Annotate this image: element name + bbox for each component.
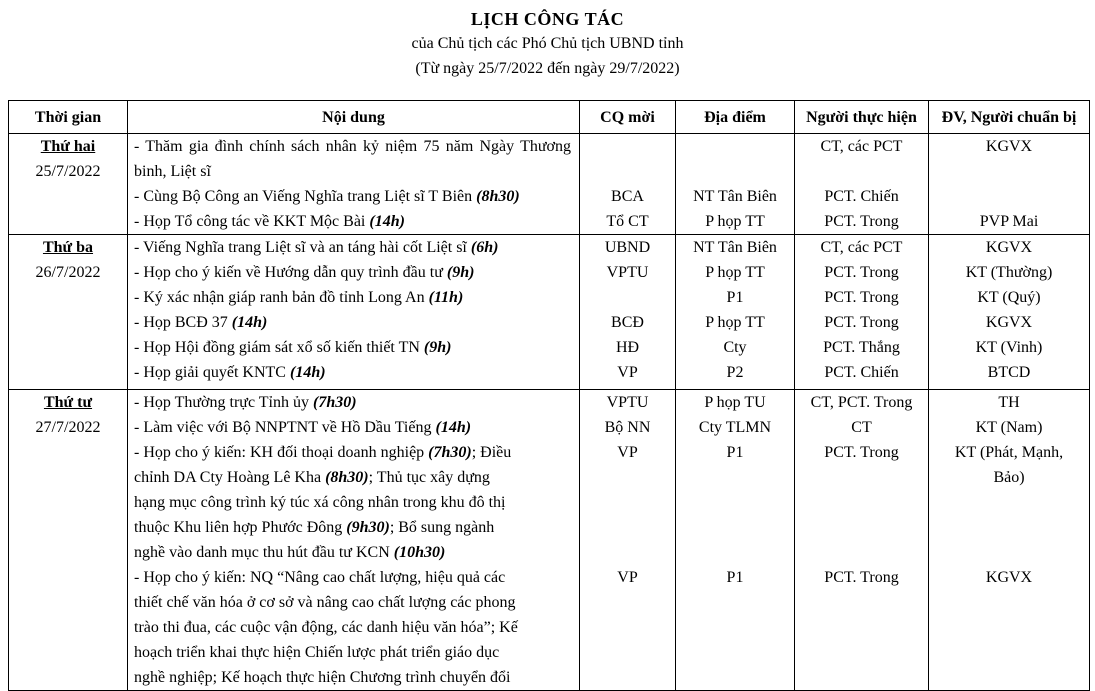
col-header-preparer: ĐV, Người chuẩn bị bbox=[929, 101, 1090, 134]
date-range: (Từ ngày 25/7/2022 đến ngày 29/7/2022) bbox=[415, 60, 680, 77]
col-header-location: Địa điểm bbox=[676, 101, 795, 134]
preparer-cell: TH KT (Nam) KT (Phát, Mạnh, Bảo) KGVX bbox=[929, 390, 1090, 691]
list-item: - Thăm gia đình chính sách nhân kỷ niệm 75 năm Ngày Thương binh, Liệt sĩ bbox=[134, 138, 571, 180]
day-date: 27/7/2022 bbox=[35, 419, 101, 436]
list-item: - Cùng Bộ Công an Viếng Nghĩa trang Liệt sĩ T Biên (8h30) bbox=[134, 188, 520, 205]
table-row bbox=[9, 134, 1090, 235]
list-item: - Ký xác nhận giáp ranh bản đồ tỉnh Long An (11h) bbox=[134, 289, 464, 306]
location-cell: NT Tân Biên P họp TT bbox=[676, 134, 795, 235]
executor-cell: CT, các PCT PCT. Trong PCT. Trong PCT. Trong PCT. Thắng PCT. Chiến bbox=[795, 235, 929, 390]
list-item: - Làm việc với Bộ NNPTNT về Hồ Dầu Tiếng (14h) bbox=[134, 419, 472, 436]
table-row bbox=[9, 235, 1090, 390]
col-header-inviter: CQ mời bbox=[580, 101, 676, 134]
content-cell: - Họp Thường trực Tỉnh ủy (7h30) - Làm việc với Bộ NNPTNT về Hồ Dầu Tiếng (14h) - Họp cho ý kiến: KH đối thoại doanh nghiệp (7h30); Điều chỉnh DA Cty Hoàng Lê Kha (8h30); Thủ tục xây dựng hạng mục công trình ký túc xá công nhân trong khu đô thị thuộc Khu liên hợp Phước Đông (9h30); Bổ sung ngành nghề vào danh mục thu hút đầu tư KCN (10h30) - Họp cho ý kiến: NQ “Nâng cao chất lượng, hiệu quả các thiết chế văn hóa ở cơ sở và nâng cao chất lượng các phong trào thi đua, các cuộc vận động, các danh hiệu văn hóa”; Kế hoạch triển khai thực hiện Chiến lược phát triển giáo dục nghề nghiệp; Kế hoạch thực hiện Chương trình chuyển đổi bbox=[128, 390, 580, 691]
preparer-cell: KGVX KT (Thường) KT (Quý) KGVX KT (Vinh) BTCD bbox=[929, 235, 1090, 390]
day-name: Thứ ba bbox=[42, 239, 94, 256]
col-header-time: Thời gian bbox=[9, 101, 128, 134]
day-name: Thứ tư bbox=[43, 394, 93, 411]
schedule-table bbox=[8, 100, 1090, 691]
inviter-cell: UBND VPTU BCĐ HĐ VP bbox=[580, 235, 676, 390]
list-item: - Họp Hội đồng giám sát xổ số kiến thiết TN (9h) bbox=[134, 339, 452, 356]
inviter-cell: BCA Tổ CT bbox=[580, 134, 676, 235]
executor-cell: CT, PCT. Trong CT PCT. Trong PCT. Trong bbox=[795, 390, 929, 691]
page-title: LỊCH CÔNG TÁC bbox=[470, 9, 625, 29]
day-date: 25/7/2022 bbox=[35, 163, 101, 180]
inviter-cell: VPTU Bộ NN VP VP bbox=[580, 390, 676, 691]
executor-cell: CT, các PCT PCT. Chiến PCT. Trong bbox=[795, 134, 929, 235]
content-cell bbox=[128, 134, 580, 235]
page-subtitle: của Chủ tịch các Phó Chủ tịch UBND tỉnh bbox=[411, 35, 684, 52]
list-item: - Họp cho ý kiến: KH đối thoại doanh nghiệp (7h30); Điều bbox=[134, 444, 512, 461]
list-item: - Họp BCĐ 37 (14h) bbox=[134, 314, 268, 331]
preparer-cell: KGVX PVP Mai bbox=[929, 134, 1090, 235]
location-cell: NT Tân Biên P họp TT P1 P họp TT Cty P2 bbox=[676, 235, 795, 390]
list-item: - Họp cho ý kiến về Hướng dẫn quy trình đầu tư (9h) bbox=[134, 264, 475, 281]
day-cell bbox=[9, 134, 128, 235]
col-header-content: Nội dung bbox=[128, 101, 580, 134]
day-date: 26/7/2022 bbox=[35, 264, 101, 281]
list-item: - Viếng Nghĩa trang Liệt sĩ và an táng hài cốt Liệt sĩ (6h) bbox=[134, 239, 499, 256]
day-cell bbox=[9, 235, 128, 390]
list-item: - Họp Tổ công tác về KKT Mộc Bài (14h) bbox=[134, 213, 405, 230]
col-header-executor: Người thực hiện bbox=[795, 101, 929, 134]
list-item: - Họp Thường trực Tỉnh ủy (7h30) bbox=[134, 394, 357, 411]
day-cell bbox=[9, 390, 128, 691]
table-header-row bbox=[9, 101, 1090, 134]
table-row bbox=[9, 390, 1090, 691]
list-item: - Họp giải quyết KNTC (14h) bbox=[134, 364, 326, 381]
list-item: - Họp cho ý kiến: NQ “Nâng cao chất lượng, hiệu quả các bbox=[134, 569, 506, 586]
location-cell: P họp TU Cty TLMN P1 P1 bbox=[676, 390, 795, 691]
content-cell bbox=[128, 235, 580, 390]
day-name: Thứ hai bbox=[40, 138, 96, 155]
